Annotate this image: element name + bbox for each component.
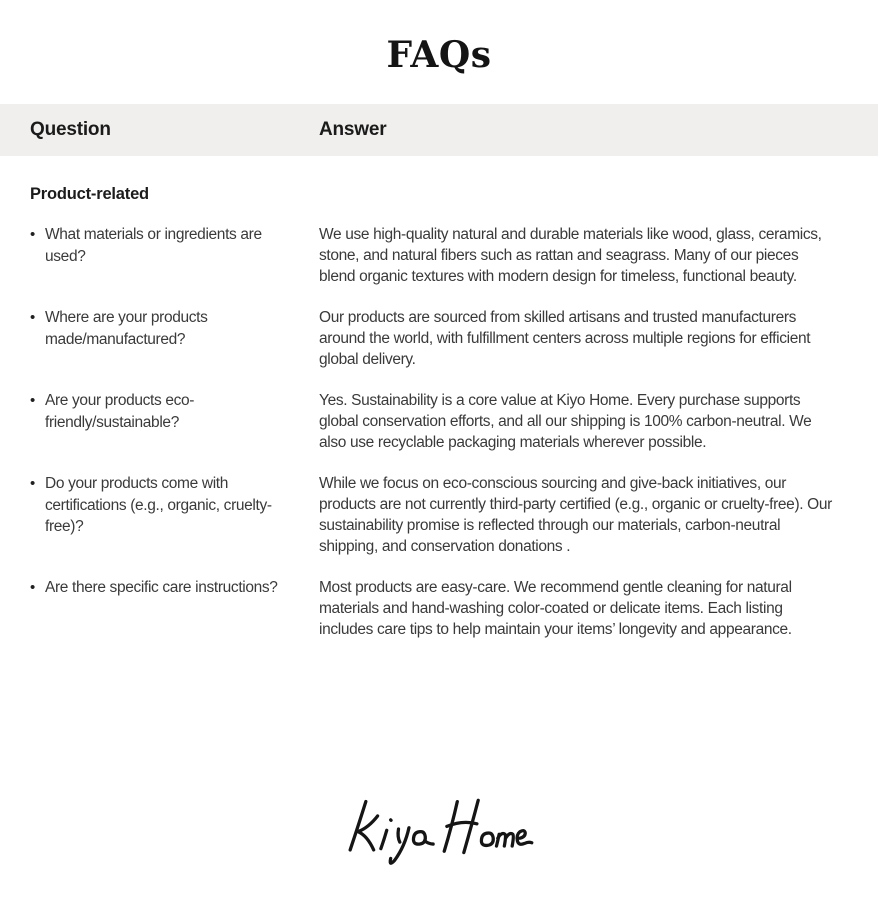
bullet-icon: • bbox=[30, 475, 36, 492]
question-cell bbox=[30, 307, 319, 350]
question-cell bbox=[30, 390, 319, 433]
question-text: Where are your products made/manufactured? bbox=[45, 309, 208, 348]
faq-page bbox=[0, 34, 878, 912]
answer-text: Most products are easy-care. We recommend gentle cleaning for natural materials and hand-washing color-coated or delicate items. Each listing includes care tips to help maintain your items’ longevity and appearance. bbox=[319, 579, 792, 638]
faq-row bbox=[30, 577, 832, 640]
section-heading: Product-related bbox=[30, 185, 149, 203]
question-cell bbox=[30, 224, 319, 267]
bullet-icon: • bbox=[30, 579, 36, 596]
brand-logo-script-icon bbox=[341, 792, 537, 870]
column-header-question: Question bbox=[30, 119, 111, 140]
faq-row bbox=[30, 307, 832, 370]
bullet-icon: • bbox=[30, 392, 36, 409]
bullet-icon: • bbox=[30, 309, 36, 326]
question-text: What materials or ingredients are used? bbox=[45, 226, 262, 265]
question-text: Are there specific care instructions? bbox=[45, 579, 278, 596]
answer-text: While we focus on eco-conscious sourcing and give-back initiatives, our products are not currently third-party certified (e.g., organic or cruelty-free). Our sustainability promise is reflected through our materials, carbon-neutral shipping, and conservation donations . bbox=[319, 475, 832, 555]
question-cell bbox=[30, 577, 319, 599]
bullet-icon: • bbox=[30, 226, 36, 243]
answer-text: Yes. Sustainability is a core value at Kiyo Home. Every purchase supports global conservation efforts, and all our shipping is 100% carbon-neutral. We also use recyclable packaging materials wherever possible. bbox=[319, 392, 812, 451]
brand-logo bbox=[0, 792, 878, 870]
faq-row bbox=[30, 390, 832, 453]
page-title: FAQs bbox=[386, 34, 492, 76]
table-header-row bbox=[0, 104, 878, 156]
answer-text: Our products are sourced from skilled artisans and trusted manufacturers around the world, with fulfillment centers across multiple regions for efficient global delivery. bbox=[319, 309, 811, 368]
column-header-answer: Answer bbox=[319, 119, 387, 140]
faq-row bbox=[30, 473, 832, 557]
answer-text: We use high-quality natural and durable materials like wood, glass, ceramics, stone, and natural fibers such as rattan and seagrass. Many of our pieces blend organic textures with modern design for timeless, functional beauty. bbox=[319, 226, 822, 285]
question-text: Do your products come with certifications (e.g., organic, cruelty-free)? bbox=[45, 475, 272, 535]
question-text: Are your products eco-friendly/sustainable? bbox=[45, 392, 195, 431]
faq-row bbox=[30, 224, 832, 287]
faq-content bbox=[0, 185, 878, 640]
question-cell bbox=[30, 473, 319, 538]
